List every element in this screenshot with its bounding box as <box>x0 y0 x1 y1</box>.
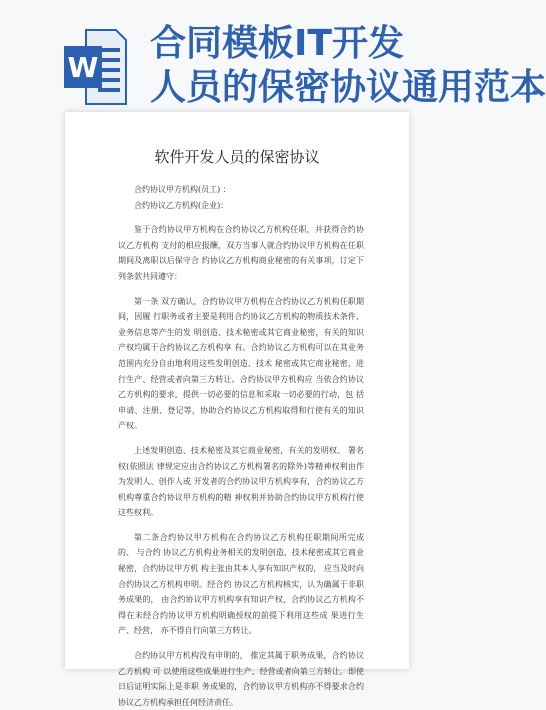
paragraph: 鉴于合约协议甲方机构在合约协议乙方机构任职，并获得合约协议乙方机构 支付的相应报酬，双方当事人就合约协议甲方机构在任职期间及离职以后保守合 约协议乙方机构商业秘密的有关事项，订定下列条款共同遵守： <box>118 225 364 281</box>
document-body <box>118 182 364 710</box>
paragraph: 合约协议甲方机构没有申明的， 推定其属于职务成果，合约协议乙方机构 可 以使用这些成果进行生产、经营或者向第三方转让。即使日后证明实际上是非职 务成果的，合约协议甲方机构亦不得要求合约协议乙方机构承担任何经济责任。 <box>118 651 364 707</box>
document-page <box>65 112 409 707</box>
heading-line-1: 合同模板IT开发 <box>150 23 404 64</box>
banner <box>0 0 546 130</box>
word-icon-letter: W <box>67 51 99 84</box>
paragraph: 第二条合约协议甲方机构在合约协议乙方机构任职期间所完成的、 与合约 协议乙方机构业务相关的发明创造、技术秘密或其它商业秘密，合约协议甲方机 构主张由其本人享有知识产权的， 应当及时向合约协议乙方机构申明。经合约 协议乙方机构核实，认为确属于非职务成果的， 由合约协议甲方机构享有知识产权，合约协议乙方机构不得在未经合约协议甲方机构明确授权的前提下利用这些成 果进行生产、经营， 亦不得自行向第三方转让。 <box>118 532 364 636</box>
party-b-line: 合约协议乙方机构(企业)： <box>134 200 229 210</box>
paragraph: 上述发明创造、技术秘密及其它商业秘密，有关的发明权、 署名权(依照法 律规定应由合约协议乙方机构署名的除外)等精神权利由作为发明人、创作人或 开发者的合约协议甲方机构享有，合约协议乙方机构尊重合约协议甲方机构的精 神权利并协助合约协议甲方机构行使这些权利。 <box>118 445 364 518</box>
heading-line-2: 人员的保密协议通用范本 <box>150 67 546 108</box>
word-document-icon <box>64 28 128 106</box>
document-title: 软件开发人员的保密协议 <box>154 148 320 166</box>
page-heading <box>150 22 546 110</box>
party-a-line: 合约协议甲方机构(员工) ： <box>134 185 231 194</box>
paragraph: 第一条 双方确认，合约协议甲方机构在合约协议乙方机构任职期间，因履 行职务或者主要是利用合约协议乙方机构的物质技术条件、业务信息等产生的发 明创造、技术秘密或其它商业秘密，有关的知识产权均属于合约协议乙方机构享 有。合约协议乙方机构可以在其业务范围内充分自由地利用这些发明创造、技术 秘密或其它商业秘密，进行生产、经营或者向第三方转让。合约协议甲方机构应 当依合约协议乙方机构的要求，提供一切必要的信息和采取一切必要的行动，包 括申请、注册、登记等，协助合约协议乙方机构取得和行使有关的知识产权。 <box>118 296 364 431</box>
